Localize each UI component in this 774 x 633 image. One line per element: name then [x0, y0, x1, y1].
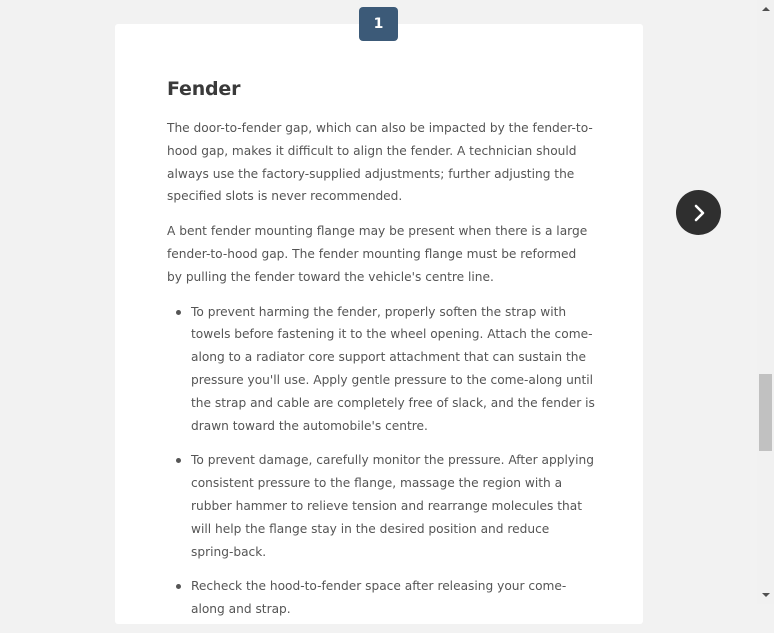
article-heading: Fender [167, 78, 241, 100]
article-content [167, 78, 595, 633]
scroll-up-arrow-icon[interactable] [757, 2, 774, 16]
bullet-text: Recheck the hood-to-fender space after releasing your come-along and strap. [191, 579, 567, 617]
next-page-button[interactable] [676, 190, 721, 235]
bullet-text: To prevent harming the fender, properly soften the strap with towels before fastening it to the wheel opening. Attach the come-along to a radiator core support attachment that can sustain the pressure you'll use. Apply gentle pressure to the come-along until the strap and cable are completely free of slack, and the fender is drawn toward the automobile's centre. [191, 304, 595, 433]
bullet-list [167, 301, 595, 621]
scrollbar-thumb[interactable] [759, 374, 772, 451]
scroll-down-arrow-icon[interactable] [757, 588, 774, 602]
bullet-item [167, 301, 595, 438]
article-paragraph: The door-to-fender gap, which can also be impacted by the fender-to-hood gap, makes it difficult to align the fender. A technician should always use the factory-supplied adjustments; further adjusting the specified slots is never recommended. [167, 121, 593, 204]
bullet-dot-icon [176, 310, 181, 315]
content-card [115, 24, 643, 624]
bullet-item [167, 575, 595, 621]
vertical-scrollbar[interactable] [757, 0, 774, 604]
bullet-item [167, 449, 595, 563]
bullet-dot-icon [176, 584, 181, 589]
page-number: 1 [373, 16, 384, 32]
bullet-dot-icon [176, 458, 181, 463]
chevron-right-icon [689, 203, 709, 223]
bullet-text: To prevent damage, carefully monitor the pressure. After applying consistent pressure to the flange, massage the region with a rubber hammer to relieve tension and rearrange molecules that will help the flange stay in the desired position and reduce spring-back. [191, 453, 594, 559]
page-number-badge [359, 7, 398, 41]
article-paragraph: A bent fender mounting flange may be present when there is a large fender-to-hood gap. The fender mounting flange must be reformed by pulling the fender toward the vehicle's centre line. [167, 224, 588, 284]
